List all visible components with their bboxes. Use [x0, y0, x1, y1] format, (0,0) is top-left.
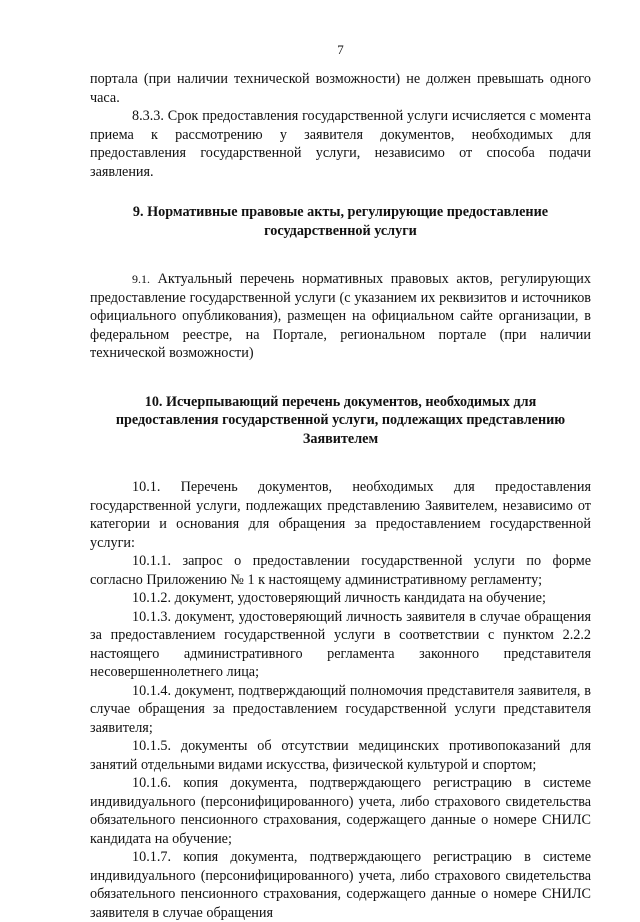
paragraph-8-3-3: 8.3.3. Срок предоставления государственной услуги исчисляется с момента приема к рассмотрению у заявителя документов, необходимых для предоставления государственной услуги, независимо от способа подачи заявления. [90, 108, 591, 180]
paragraph-9-1 [90, 270, 591, 363]
paragraph-10-1-3: 10.1.3. документ, удостоверяющий личность заявителя в случае обращения за предоставлением государственной услуги в соответствии с пунктом 2.2.2 настоящего административного регламента законного представителя несовершеннолетнего лица; [90, 608, 591, 680]
paragraph-9-1-number: 9.1. [132, 272, 150, 286]
paragraph-10-1-7: 10.1.7. копия документа, подтверждающего регистрацию в системе индивидуального (персонифицированного) учета, либо страхового свидетельства обязательного пенсионного страхования, содержащего данные о номере СНИЛС заявителя в случае обращения [90, 849, 591, 921]
paragraph-continuation: портала (при наличии технической возможности) не должен превышать одного часа. [90, 71, 591, 106]
page-number: 7 [337, 42, 344, 57]
section-heading-9: 9. Нормативные правовые акты, регулирующие предоставление государственной услуги [132, 204, 549, 239]
paragraph-10-1-2: 10.1.2. документ, удостоверяющий личность кандидата на обучение; [132, 590, 546, 606]
paragraph-10-1-1: 10.1.1. запрос о предоставлении государственной услуги по форме согласно Приложению № 1 к настоящему административному регламенту; [90, 553, 591, 588]
paragraph-9-1-text: Актуальный перечень нормативных правовых актов, регулирующих предоставление государственной услуги (с указанием их реквизитов и источников официального опубликования), размещен на официальном сайте организации, в федеральном реестре, на Портале, региональном портале (при наличии технической возможности) [90, 271, 591, 361]
section-heading-10: 10. Исчерпывающий перечень документов, необходимых для предоставления государственной услуги, подлежащих представлению Заявителем [115, 393, 566, 447]
paragraph-10-1-4: 10.1.4. документ, подтверждающий полномочия представителя заявителя, в случае обращения за предоставлением государственной услуги представителя заявителя; [90, 682, 591, 736]
paragraph-10-1-5: 10.1.5. документы об отсутствии медицинских противопоказаний для занятий отдельными видами искусства, физической культурой и спортом; [90, 738, 591, 773]
paragraph-10-1: 10.1. Перечень документов, необходимых для предоставления государственной услуги, подлежащих представлению Заявителем, независимо от категории и основания для обращения за предоставлением государственной услуги: [90, 479, 591, 551]
paragraph-10-1-6: 10.1.6. копия документа, подтверждающего регистрацию в системе индивидуального (персонифицированного) учета, либо страхового свидетельства обязательного пенсионного страхования, содержащего данные о номере СНИЛС кандидата на обучение; [90, 775, 591, 847]
